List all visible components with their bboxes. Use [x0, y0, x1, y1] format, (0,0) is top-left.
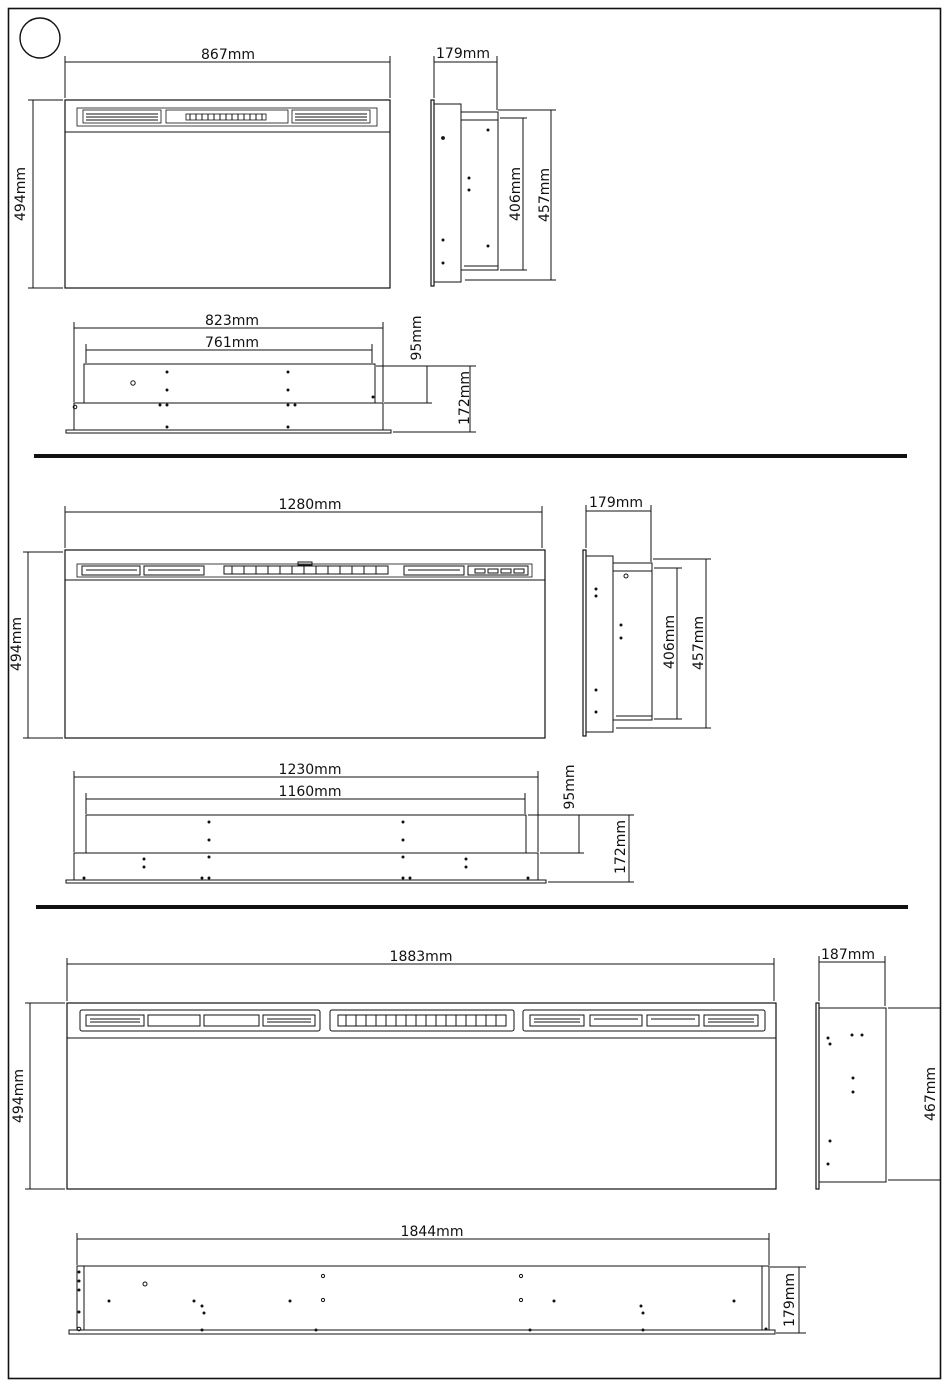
- s2-side-depth-label: 179mm: [589, 495, 643, 511]
- s2-side-outer-height-label: 457mm: [691, 616, 707, 670]
- side-view-3: [816, 1003, 886, 1189]
- top-view-2: [66, 815, 546, 883]
- s1-top-depth-label: 172mm: [457, 371, 473, 425]
- s3-front-width-label: 1883mm: [389, 949, 453, 965]
- section-1: [28, 56, 556, 433]
- top-view-3: [69, 1266, 775, 1334]
- s1-front-width-label: 867mm: [201, 47, 255, 63]
- front-view-1: [65, 100, 390, 288]
- section-3: [25, 956, 941, 1334]
- s3-side-depth-label: 187mm: [821, 947, 875, 963]
- s1-side-depth-label: 179mm: [436, 46, 490, 62]
- section-2: [23, 505, 711, 883]
- s3-top-outer-width-label: 1844mm: [400, 1224, 464, 1240]
- s2-top-step-label: 95mm: [562, 764, 578, 810]
- s1-top-outer-width-label: 823mm: [205, 313, 259, 329]
- s2-front-width-label: 1280mm: [278, 497, 342, 513]
- s3-front-height-label: 494mm: [11, 1069, 27, 1123]
- s2-front-height-label: 494mm: [9, 617, 25, 671]
- corner-marker-circle: [20, 18, 60, 58]
- side-view-1: [431, 100, 498, 286]
- s1-top-inner-width-label: 761mm: [205, 335, 259, 351]
- s1-side-outer-height-label: 457mm: [537, 168, 553, 222]
- s2-top-outer-width-label: 1230mm: [278, 762, 342, 778]
- s3-top-depth-label: 179mm: [782, 1273, 798, 1327]
- s3-side-outer-height-label: 467mm: [923, 1067, 939, 1121]
- front-view-2: [65, 550, 545, 738]
- s2-top-depth-label: 172mm: [613, 820, 629, 874]
- s1-top-step-label: 95mm: [409, 315, 425, 361]
- front-view-3: [67, 1003, 776, 1189]
- s1-front-height-label: 494mm: [13, 167, 29, 221]
- side-view-2: [583, 550, 652, 736]
- s1-side-inner-height-label: 406mm: [508, 167, 524, 221]
- s2-side-inner-height-label: 406mm: [662, 615, 678, 669]
- top-view-1: [66, 364, 391, 433]
- sheet-border: [9, 9, 941, 1379]
- s2-top-inner-width-label: 1160mm: [278, 784, 342, 800]
